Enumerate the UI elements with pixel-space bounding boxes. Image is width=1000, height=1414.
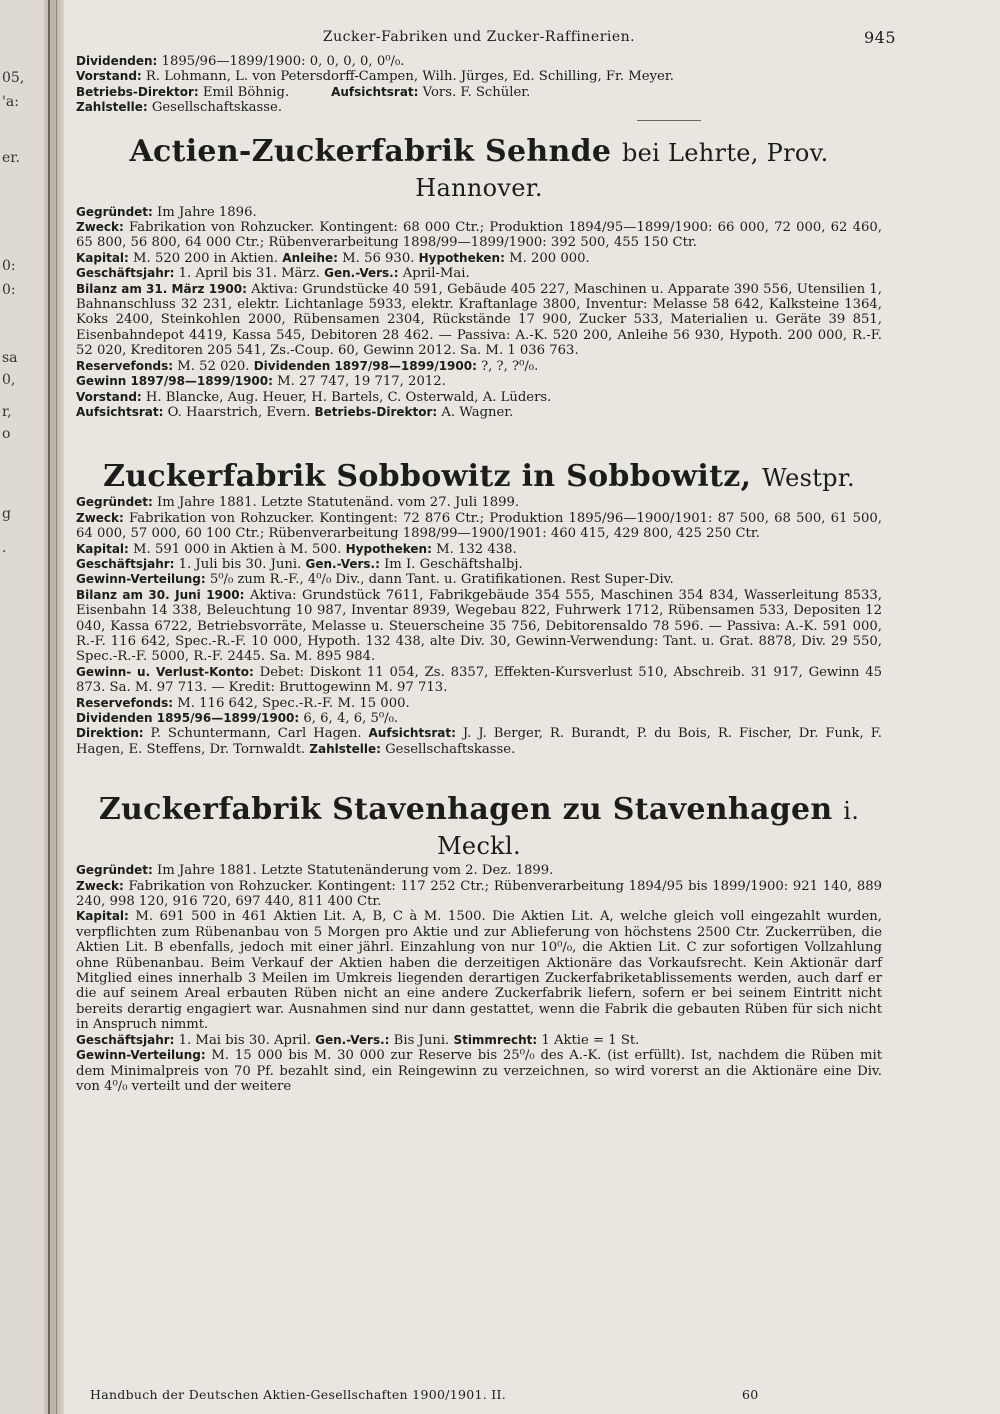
entry-label: Gewinn- u. Verlust-Konto: (76, 664, 254, 679)
entry-text: 1. Juli bis 30. Juni. (174, 556, 302, 572)
company-location: i. Meckl. (437, 797, 860, 861)
entry-text: Fabrikation von Rohzucker. Kontingent: 117 252 Ctr.; Rübenverarbeitung 1894/95 bis 1899/1900: 921 140, 889 240, 998 120, 916 720, 697 440, 811 400 Ctr. (76, 878, 882, 910)
entry-label: Zahlstelle: (76, 100, 148, 115)
entry-line (76, 511, 882, 542)
margin-fragment: sa (2, 350, 18, 366)
margin-fragment: 0: (2, 258, 16, 274)
entry-line (76, 495, 882, 510)
entry-label: Gen.-Vers.: (315, 1032, 390, 1047)
entry-text: M. 116 642, Spec.-R.-F. M. 15 000. (173, 695, 410, 711)
entry-line (76, 359, 882, 374)
entry-line (76, 282, 882, 359)
entry-label: Aufsichtsrat: (368, 726, 456, 741)
margin-fragment: o (2, 426, 11, 442)
company-title (76, 793, 882, 863)
company-title (76, 460, 882, 495)
entry-text: R. Lohmann, L. von Petersdorff-Campen, Wilh. Jürges, Ed. Schilling, Fr. Meyer. (141, 69, 674, 85)
entry-label: Betriebs-Direktor: (76, 84, 199, 99)
entry-label: Gegründet: (76, 863, 153, 878)
margin-fragment: g (2, 506, 11, 522)
entry-line (76, 220, 882, 251)
entry-text: J. J. Berger, R. Burandt, P. du Bois, R. Fischer, Dr. Funk, F. Hagen, E. Steffens, Dr. Tornwaldt. (76, 726, 882, 757)
entry-line (76, 909, 882, 1032)
entry-label: Dividenden 1897/98—1899/1900: (253, 358, 477, 373)
entry-label: Gen.-Vers.: (305, 556, 380, 571)
footer-title: Handbuch der Deutschen Aktien-Gesellschaften 1900/1901. II. (90, 1387, 507, 1402)
book-gutter (44, 0, 64, 1414)
entry-text: Im Jahre 1881. Letzte Statutenänderung vom 2. Dez. 1899. (152, 863, 554, 879)
entry-text: 1895/96—1899/1900: 0, 0, 0, 0, 0⁰/₀. (157, 54, 405, 69)
entry-text: April-Mai. (398, 266, 470, 282)
entry-text: Bis Juni. (389, 1032, 450, 1048)
entry-text: Gesellschaftskasse. (380, 741, 516, 757)
entry-label: Kapital: (76, 541, 129, 556)
entry-label: Vorstand: (76, 69, 142, 84)
margin-fragment: 0, (2, 372, 16, 388)
margin-fragment: 'a: (2, 94, 19, 110)
entry-text: 6, 6, 4, 6, 5⁰/₀. (299, 711, 399, 726)
entry-text: Debet: Diskont 11 054, Zs. 8357, Effekten-Kursverlust 510, Abschreib. 31 917, Gewinn 45 873. Sa. M. 97 713. — Kredit: Bruttogewinn M. 97 713. (76, 664, 882, 696)
entry-text: M. 132 438. (431, 541, 517, 557)
entry-line (76, 879, 882, 910)
entry-text: M. 52 020. (173, 358, 250, 374)
entry-label: Aufsichtsrat: (331, 84, 419, 99)
entry-label: Stimmrecht: (453, 1032, 538, 1047)
company-location: bei Lehrte, Prov. Hannover. (415, 138, 829, 202)
entry-text: Emil Böhnig. (198, 84, 290, 100)
entry-text: M. 15 000 bis M. 30 000 zur Reserve bis 25⁰/₀ des A.-K. (ist erfüllt). Ist, nachdem die Rüben mit dem Minimalpreis von 70 Pf. bezahlt sind, ein Reingewinn zu verzeichnen, so wird vorerst an die Aktionäre eine Div. von 4⁰/₀ verteilt und der weitere (76, 1048, 882, 1094)
section-separator (637, 120, 701, 121)
entry-label: Bilanz am 31. März 1900: (76, 281, 247, 296)
entry-line (76, 100, 882, 115)
page-number: 945 (863, 28, 896, 47)
entry-text: Gesellschaftskasse. (147, 100, 283, 116)
entry-label: Geschäftsjahr: (76, 556, 175, 571)
entry-line (76, 711, 882, 726)
entry-text: Aktiva: Grundstück 7611, Fabrikgebäude 354 555, Maschinen 354 834, Wasserleitung 8533, Eisenbahn 14 338, Beleuchtung 10 987, Inventar 8939, Wegebau 822, Fuhrwerk 1712, Rübensamen 533, Depositen 12 040, Kassa 6722, Betriebsvorräte, Melasse u. Steuerscheine 35 756, Debitorensaldo 78 596. — Passiva: A.-K. 591 000, R.-F. 116 642, Spec.-R.-F. 10 000, Hypoth. 132 438, alte Div. 30, Gewinn-Verwendung: Tant. u. Grat. 8878, Div. 29 550, Spec.-R.-F. 5000, R.-F. 2445. Sa. M. 895 984. (76, 587, 882, 665)
entry-label: Gewinn-Verteilung: (76, 572, 206, 587)
entry-line (76, 374, 882, 389)
margin-fragment: 05, (2, 70, 25, 86)
entry-label: Gewinn 1897/98—1899/1900: (76, 374, 273, 389)
entry-line (76, 405, 882, 420)
entry-line (76, 85, 882, 100)
previous-page-edge (0, 0, 44, 1414)
running-head (76, 28, 896, 54)
company-name: Actien-Zuckerfabrik Sehnde (129, 133, 612, 169)
entry-line (76, 54, 882, 69)
entry-label: Geschäftsjahr: (76, 1032, 175, 1047)
margin-fragment: . (2, 540, 7, 556)
entry-text: 5⁰/₀ zum R.-F., 4⁰/₀ Div., dann Tant. u. Gratifikationen. Rest Super-Div. (205, 572, 674, 588)
company-entry-sehnde (76, 135, 882, 421)
entry-label: Direktion: (76, 726, 144, 741)
entry-text: M. 27 747, 19 717, 2012. (272, 374, 446, 390)
entry-label: Zweck: (76, 510, 124, 525)
entry-line (76, 69, 882, 84)
entry-text: ?, ?, ?⁰/₀. (476, 358, 539, 374)
gutter-line (56, 0, 57, 1414)
page-body (76, 28, 896, 1094)
entry-label: Reservefonds: (76, 358, 174, 373)
entry-line (76, 251, 882, 266)
entry-label: Reservefonds: (76, 695, 174, 710)
entry-text: Im I. Geschäftshalbj. (379, 556, 523, 572)
company-title (76, 135, 882, 205)
entry-label: Dividenden 1895/96—1899/1900: (76, 711, 300, 725)
page-footer (90, 1387, 880, 1402)
entry-text: O. Haarstrich, Evern. (163, 404, 311, 420)
entry-line (76, 1048, 882, 1094)
entry-label: Anleihe: (282, 250, 338, 265)
gutter-line (48, 0, 50, 1414)
sheet-number: 60 (742, 1387, 759, 1402)
entry-text: A. Wagner. (437, 404, 514, 420)
running-title: Zucker-Fabriken und Zucker-Raffinerien. (322, 29, 636, 45)
entry-label: Kapital: (76, 250, 129, 265)
entry-text: M. 200 000. (504, 250, 590, 266)
entry-line (76, 205, 882, 220)
entry-label: Gen.-Vers.: (324, 266, 399, 281)
entry-text: 1 Aktie = 1 St. (537, 1032, 640, 1048)
entry-line (76, 726, 882, 757)
entry-line (76, 390, 882, 405)
entry-text: 1. Mai bis 30. April. (174, 1032, 311, 1048)
entry-label: Zweck: (76, 878, 124, 893)
entry-text: Im Jahre 1896. (152, 204, 257, 220)
company-name: Zuckerfabrik Stavenhagen zu Stavenhagen (98, 792, 833, 828)
entry-line (76, 588, 882, 665)
entry-line (76, 863, 882, 878)
entry-label: Dividenden: (76, 54, 158, 68)
entry-label: Gewinn-Verteilung: (76, 1048, 206, 1063)
entry-line (76, 572, 882, 587)
entry-label: Zweck: (76, 220, 124, 235)
margin-fragment: er. (2, 150, 20, 166)
entry-label: Hypotheken: (418, 250, 505, 265)
entry-text: H. Blancke, Aug. Heuer, H. Bartels, C. Osterwald, A. Lüders. (141, 389, 552, 405)
entry-line (76, 557, 882, 572)
company-entry-sobbowitz (76, 460, 882, 757)
entry-text: M. 691 500 in 461 Aktien Lit. A, B, C à M. 1500. Die Aktien Lit. A, welche gleich voll eingezahlt wurden, verpflichten zum Rübenanbau von 5 Morgen pro Aktie und zur Ablieferung von höchstens 2500 Ctr. Zuckerrüben, die Aktien Lit. B ebenfalls, jedoch mit einer jährl. Einzahlung von nur 10⁰/₀, die Aktien Lit. C zur sofortigen Vollzahlung ohne Rübenanbau. Beim Verkauf der Aktien haben die derzeitigen Aktionäre das Vorkaufsrecht. Kein Aktionär darf Mitglied eines innerhalb 3 Meilen im Umkreis liegenden derartigen Zuckerfabriketablissements werden, auch darf er die auf seinem Areal erbauten Rüben nicht an eine andere Zuckerfabrik liefern, sofern er bei seinem Eintritt nicht bereits derartig engagiert war. Ausnahmen sind nur dann gestattet, wenn die Fabrik die gebauten Rüben für sich nicht in Anspruch nimmt. (76, 909, 882, 1033)
entry-text: Fabrikation von Rohzucker. Kontingent: 68 000 Ctr.; Produktion 1894/95—1899/1900: 66 000, 72 000, 62 460, 65 800, 56 800, 64 000 Ctr.; Rübenverarbeitung 1898/99—1899/1900: 392 500, 455 150 Ctr. (76, 220, 882, 251)
entry-text: M. 56 930. (337, 250, 415, 266)
entry-text: Im Jahre 1881. Letzte Statutenänd. vom 27. Juli 1899. (152, 495, 520, 511)
entry-line (76, 696, 882, 711)
entry-text: Fabrikation von Rohzucker. Kontingent: 72 876 Ctr.; Produktion 1895/96—1900/1901: 87 500, 68 500, 61 500, 64 000, 57 000, 60 100 Ctr.; Rübenverarbeitung 1898/99—1900/1901: 460 415, 429 800, 425 250 Ctr. (76, 510, 882, 542)
entry-label: Kapital: (76, 909, 129, 924)
company-entry-stavenhagen (76, 793, 882, 1094)
margin-fragment: r, (2, 404, 12, 420)
entry-label: Geschäftsjahr: (76, 266, 175, 281)
entry-label: Gegründet: (76, 495, 153, 510)
entry-label: Gegründet: (76, 204, 153, 219)
entry-label: Aufsichtsrat: (76, 404, 164, 419)
entry-text: M. 520 200 in Aktien. (128, 250, 279, 266)
company-name: Zuckerfabrik Sobbowitz in Sobbowitz, (103, 459, 752, 495)
entry-line (76, 266, 882, 281)
entry-label: Vorstand: (76, 389, 142, 404)
entry-line (76, 1033, 882, 1048)
previous-entry (76, 54, 882, 121)
entry-label: Hypotheken: (345, 541, 432, 556)
entry-label: Bilanz am 30. Juni 1900: (76, 587, 245, 602)
entry-text: M. 591 000 in Aktien à M. 500. (128, 541, 342, 557)
entry-label: Zahlstelle: (309, 741, 381, 756)
entry-text: 1. April bis 31. März. (174, 266, 320, 282)
company-location: Westpr. (762, 464, 855, 493)
entry-line (76, 542, 882, 557)
entry-text: P. Schuntermann, Carl Hagen. (143, 726, 362, 742)
entry-line (76, 665, 882, 696)
margin-fragment: 0: (2, 282, 16, 298)
entry-text: Aktiva: Grundstücke 40 591, Gebäude 405 227, Maschinen u. Apparate 390 556, Utensilien 1, Bahnanschluss 32 231, elektr. Lichtanlage 5933, elektr. Kraftanlage 3800, Inventur: Melasse 58 642, Kalksteine 1364, Koks 2400, Steinkohlen 2000, Rübensamen 2304, Rückstände 17 900, Zucker 533, Materialien u. Geräte 39 851, Eisenbahndepot 4419, Kassa 545, Debitoren 28 462. — Passiva: A.-K. 520 200, Anleihe 56 930, Hypoth. 200 000, R.-F. 52 020, Kreditoren 205 541, Zs.-Coup. 60, Gewinn 2012. Sa. M. 1 036 763. (76, 281, 882, 359)
entry-label: Betriebs-Direktor: (314, 404, 438, 419)
entry-text: Vors. F. Schüler. (418, 84, 531, 100)
